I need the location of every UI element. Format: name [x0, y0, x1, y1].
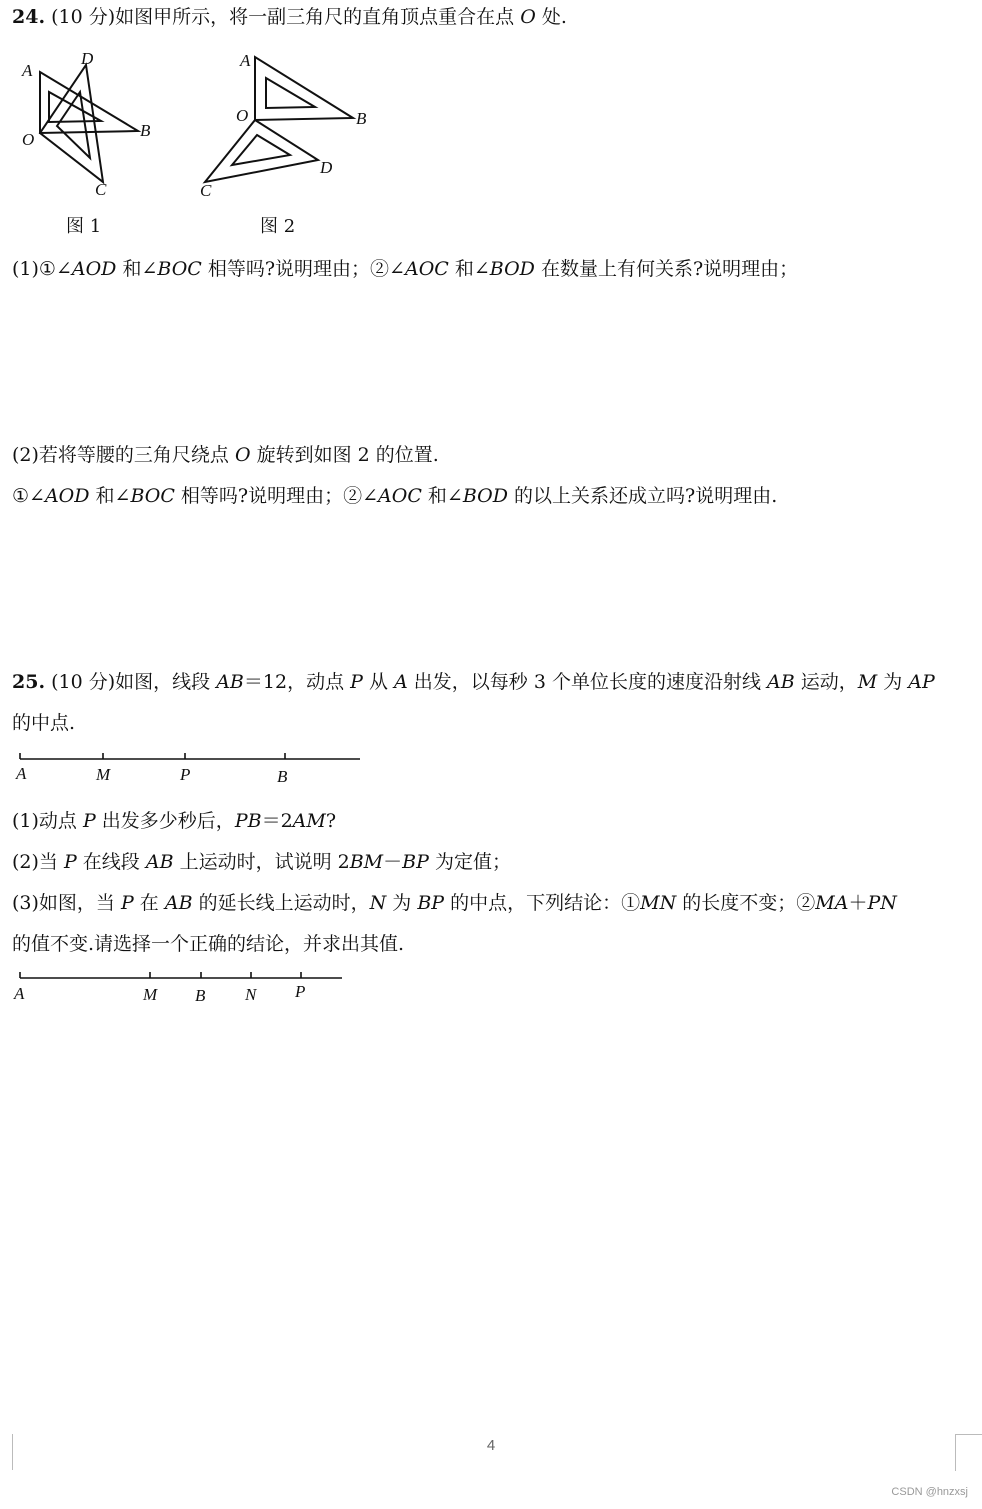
fig1-label-B: B [140, 121, 151, 140]
line2-label-M: M [143, 985, 158, 1004]
line1-label-B: B [277, 767, 288, 786]
line1-label-P: P [180, 765, 191, 784]
q25-intro-line2: 的中点. [12, 712, 76, 734]
fig2-caption: 图 2 [260, 216, 296, 237]
q25-sub3-line1: (3)如图，当 P 在 AB 的延长线上运动时，N 为 BP 的中点，下列结论：①MN 的长度不变；②MA＋PN [12, 892, 897, 914]
q25-sub3-line2: 的值不变.请选择一个正确的结论，并求出其值. [12, 933, 405, 955]
q24-part1: (1)①∠AOD 和∠BOC 相等吗?说明理由；②∠AOC 和∠BOD 在数量上有何关系?说明理由； [12, 258, 799, 280]
fig1-label-C: C [95, 180, 107, 199]
fig2-label-B: B [356, 109, 367, 128]
q25-number: 25. [12, 671, 46, 693]
line2-label-N: N [245, 985, 257, 1004]
fig1-label-A: A [22, 61, 33, 80]
fig2-label-D: D [320, 158, 333, 177]
fig1-label-O: O [22, 130, 35, 149]
q25-intro-line1: 25. (10 分)如图，线段 AB＝12，动点 P 从 A 出发，以每秒 3 个单位长度的速度沿射线 AB 运动，M 为 AP [12, 671, 935, 693]
line2-label-A: A [14, 984, 25, 1003]
line1-label-A: A [16, 764, 27, 783]
q24-part2-line1: (2)若将等腰的三角尺绕点 O 旋转到如图 2 的位置. [12, 444, 439, 466]
fig1-caption: 图 1 [66, 216, 102, 237]
fig2-label-A: A [240, 51, 251, 70]
q24-intro: 24. (10 分)如图甲所示，将一副三角尺的直角顶点重合在点 O 处. [12, 6, 567, 28]
line2-label-P: P [295, 982, 306, 1001]
q25-sub1: (1)动点 P 出发多少秒后，PB＝2AM? [12, 810, 337, 832]
page-number: 4 [486, 1437, 496, 1454]
segment-diagram-2 [0, 0, 380, 1020]
watermark: CSDN @hnzxsj [891, 1486, 968, 1498]
fig1-label-D: D [81, 49, 94, 68]
fig2-label-O: O [236, 106, 249, 125]
fig2-label-C: C [200, 181, 212, 200]
line1-label-M: M [96, 765, 111, 784]
line2-label-B: B [195, 986, 206, 1005]
q24-part2-line2: ①∠AOD 和∠BOC 相等吗?说明理由；②∠AOC 和∠BOD 的以上关系还成立吗?说明理由. [12, 485, 778, 507]
q25-sub2: (2)当 P 在线段 AB 上运动时，试说明 2BM－BP 为定值； [12, 851, 511, 873]
q24-number: 24. [12, 6, 46, 28]
